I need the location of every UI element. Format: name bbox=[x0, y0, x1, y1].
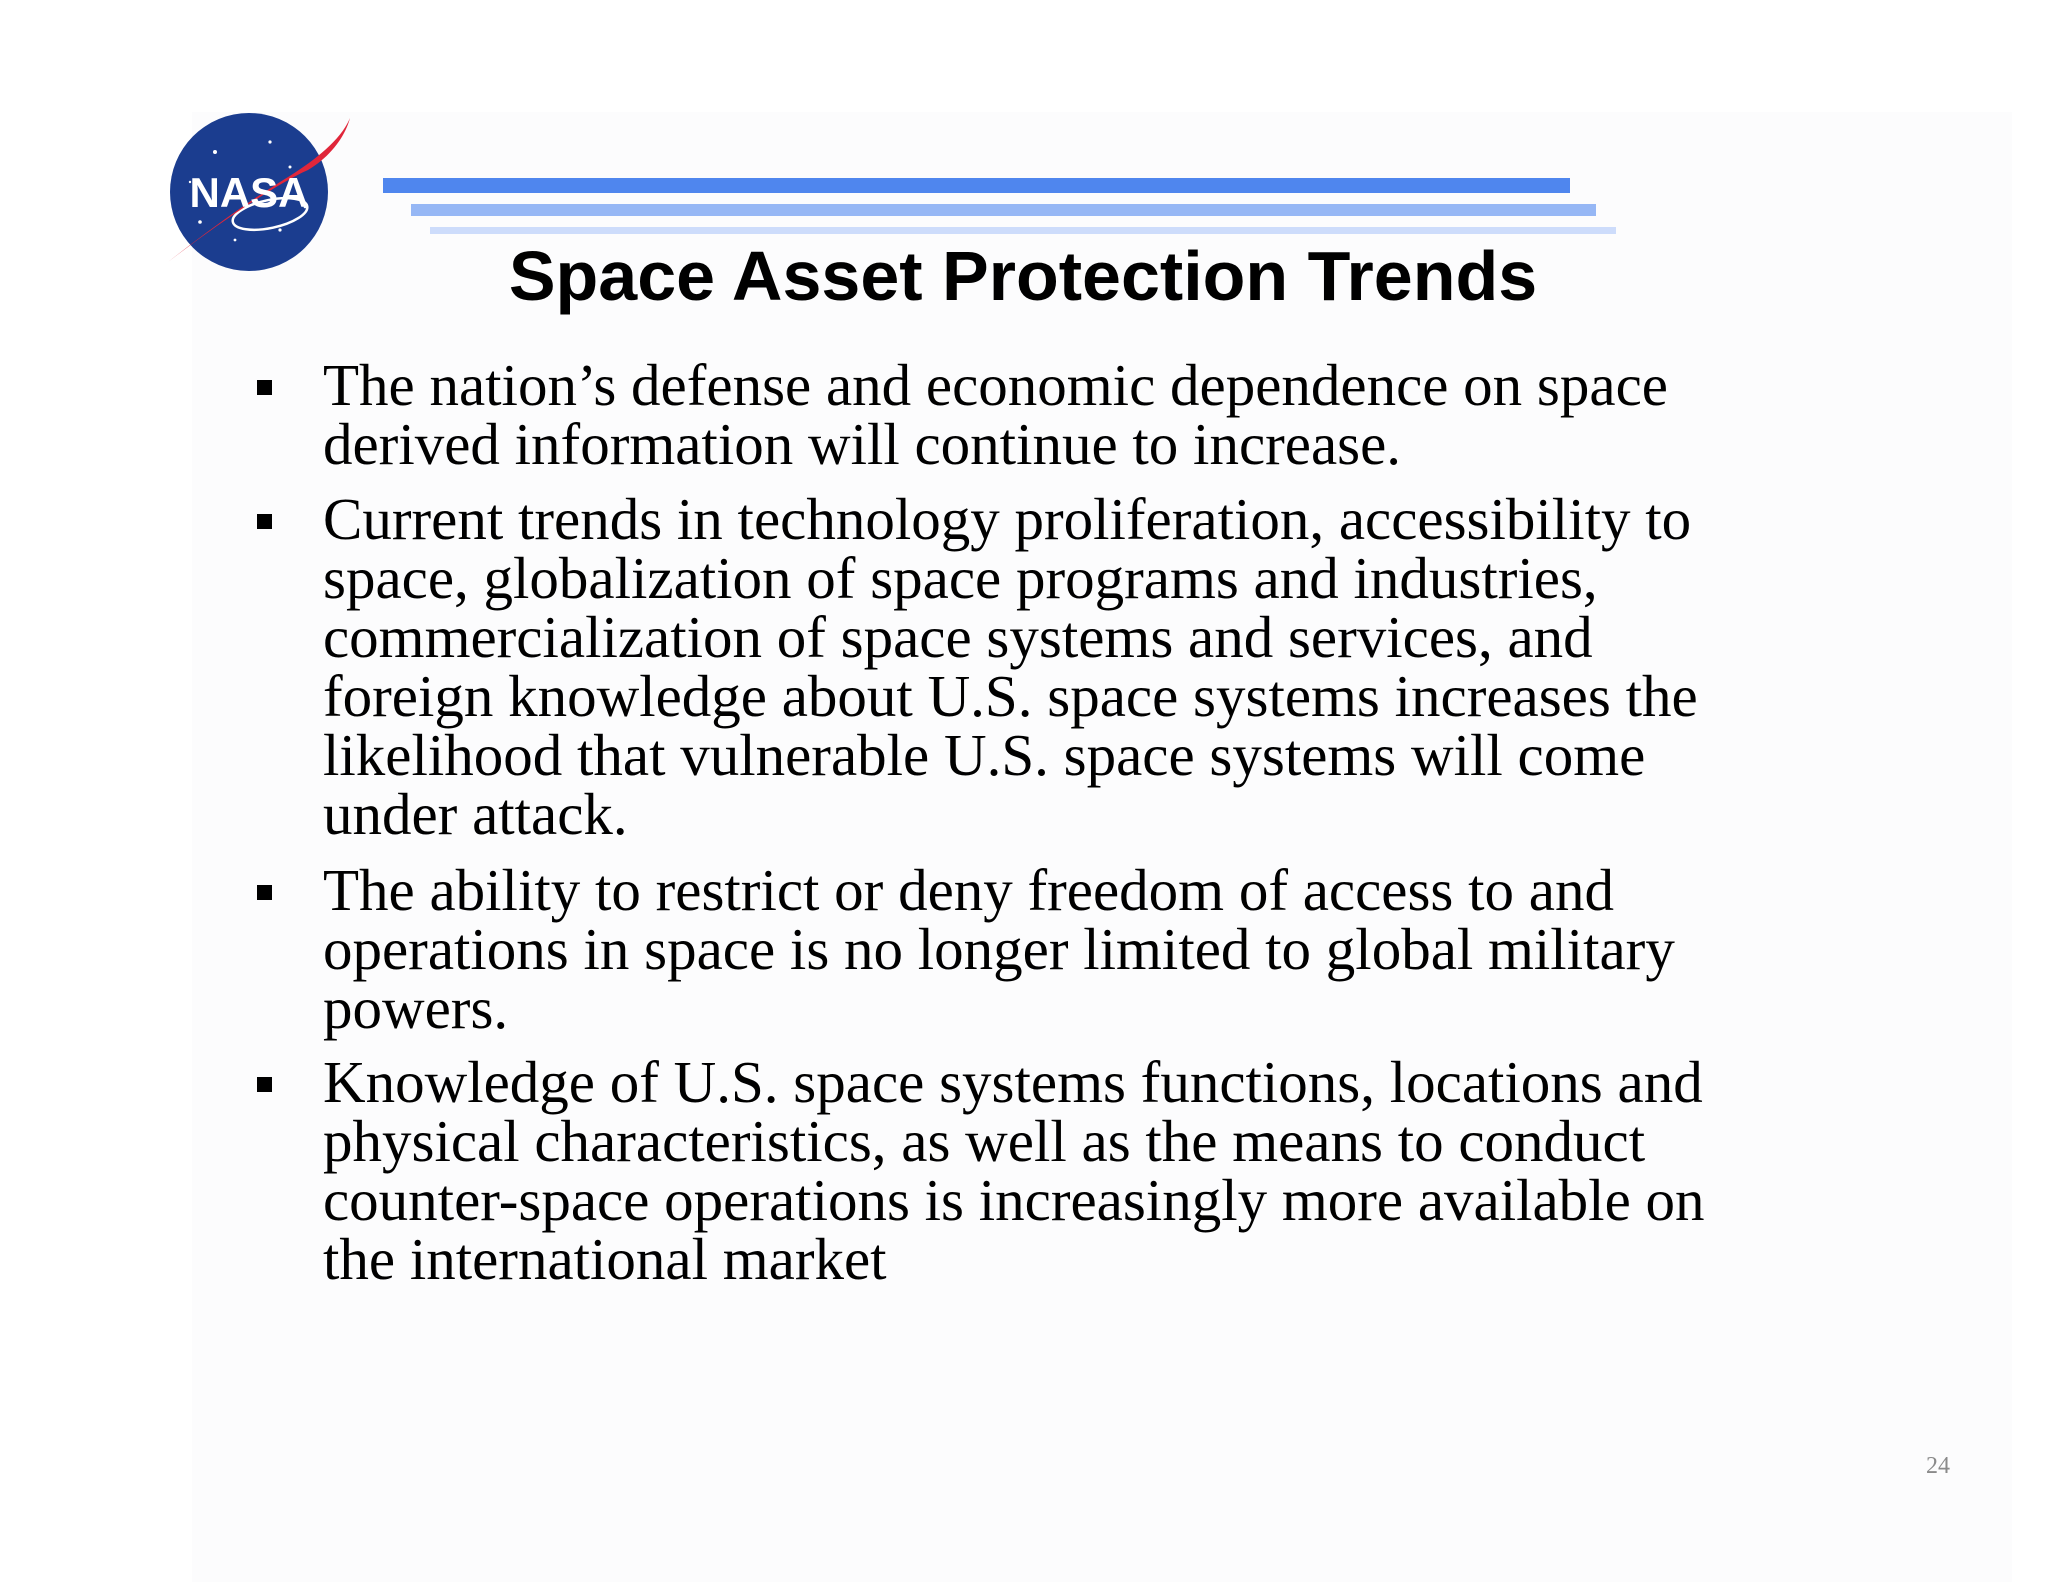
square-bullet-icon bbox=[257, 380, 272, 395]
bullet-line: Knowledge of U.S. space systems functions, locations and bbox=[323, 1049, 1703, 1115]
square-bullet-icon bbox=[257, 885, 272, 900]
square-bullet-icon bbox=[257, 1077, 272, 1092]
header-bar-tertiary bbox=[430, 227, 1616, 234]
bullet-item bbox=[254, 486, 1883, 847]
bullet-line: counter-space operations is increasingly more available on bbox=[323, 1167, 1705, 1233]
slide-background bbox=[192, 112, 2012, 1582]
bullet-item bbox=[254, 352, 1883, 477]
header-bar-primary bbox=[383, 178, 1570, 193]
bullet-line: powers. bbox=[323, 975, 509, 1041]
logo-text: NASA bbox=[189, 169, 309, 216]
bullet-line: the international market bbox=[323, 1226, 887, 1292]
bullet-item bbox=[254, 1049, 1883, 1292]
bullet-line: The ability to restrict or deny freedom of access to and bbox=[323, 857, 1614, 923]
bullet-line: space, globalization of space programs and industries, bbox=[323, 545, 1598, 611]
header-bar-secondary bbox=[411, 204, 1596, 216]
bullet-item bbox=[254, 857, 1883, 1041]
slide-title: Space Asset Protection Trends bbox=[508, 237, 1538, 315]
bullet-line: likelihood that vulnerable U.S. space systems will come bbox=[323, 722, 1646, 788]
bullet-line: under attack. bbox=[323, 781, 628, 847]
bullet-line: commercialization of space systems and services, and bbox=[323, 604, 1593, 670]
bullet-line: The nation’s defense and economic dependence on space bbox=[323, 352, 1668, 418]
bullet-line: derived information will continue to increase. bbox=[323, 411, 1402, 477]
bullet-line: operations in space is no longer limited to global military bbox=[323, 916, 1675, 982]
square-bullet-icon bbox=[257, 514, 272, 529]
page-number: 24 bbox=[1926, 1453, 1950, 1479]
bullet-line: Current trends in technology proliferation, accessibility to bbox=[323, 486, 1692, 552]
bullet-line: physical characteristics, as well as the means to conduct bbox=[323, 1108, 1646, 1174]
bullet-line: foreign knowledge about U.S. space systems increases the bbox=[323, 663, 1698, 729]
